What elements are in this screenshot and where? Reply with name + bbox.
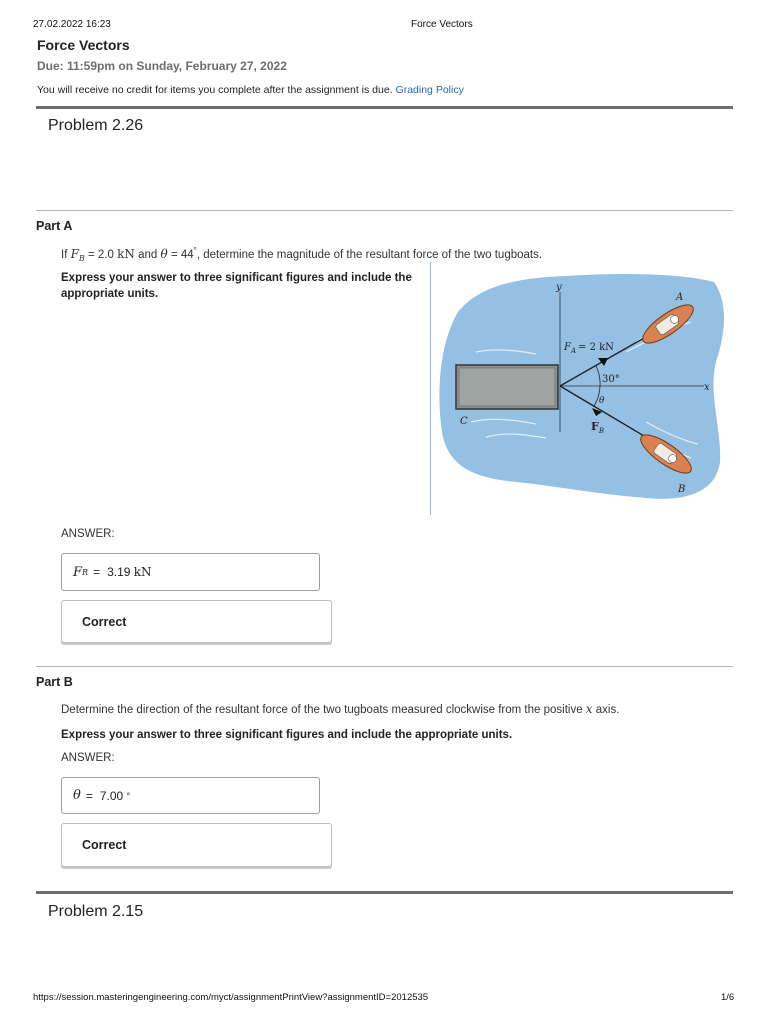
part-a-answer-label: ANSWER: [61, 528, 115, 540]
part-b-label: Part B [36, 675, 73, 689]
problem-title: Problem 2.26 [48, 117, 144, 134]
part-a-answer-value: 3.19 [107, 565, 131, 579]
assignment-title: Force Vectors [37, 37, 130, 53]
barge-label: C [460, 416, 468, 427]
part-divider [36, 210, 733, 211]
late-notice [37, 84, 464, 96]
fb-label: $F_B$ [591, 420, 604, 435]
y-axis-label: y [556, 282, 562, 293]
figure-divider [430, 262, 431, 515]
part-b-feedback: Correct [61, 823, 332, 867]
print-datetime: 27.02.2022 16:23 [33, 19, 111, 30]
part-b-answer-value: 7.00 [99, 788, 124, 803]
tugboat-figure [436, 272, 728, 502]
angle-30-label: 30° [602, 374, 620, 385]
fa-label: $F_A = 2$ kN [564, 342, 614, 355]
due-date: Due: 11:59pm on Sunday, February 27, 2022 [37, 59, 287, 73]
angle-theta-label: θ [599, 396, 605, 406]
part-a-question: If $F_B = 2.0$ kN and θ = 44°, determine the magnitude of the resultant force of the two tugboats. [61, 246, 543, 264]
late-notice-text: You will receive no credit for items you complete after the assignment is due. [37, 84, 393, 96]
part-a-instruction: Express your answer to three significant figures and include the appropriate units. [61, 272, 412, 300]
part-b-answer-label: ANSWER: [61, 752, 115, 764]
boat-a-label: A [676, 292, 684, 303]
x-axis-label: x [704, 382, 710, 393]
part-b-answer-field[interactable]: θ = 7.00 ° [61, 777, 320, 814]
part-a-answer-field[interactable]: F R = 3.19 kN [61, 553, 320, 591]
print-footer-url: https://session.masteringengineering.com/myct/assignmentPrintView?assignmentID=2012535 [33, 992, 429, 1003]
problem-title: Problem 2.15 [48, 903, 144, 920]
part-a-label: Part A [36, 219, 73, 233]
print-header-title: Force Vectors [411, 19, 473, 30]
print-page-number: 1/6 [721, 992, 735, 1003]
section-divider [36, 106, 733, 109]
part-b-instruction: Express your answer to three significant figures and include the appropriate units. [61, 729, 513, 741]
part-b-question: Determine the direction of the resultant force of the two tugboats measured clockwise from the positive x axis. [61, 702, 620, 716]
part-divider [36, 666, 733, 667]
barge-deck [459, 368, 555, 406]
part-a-feedback: Correct [61, 600, 332, 643]
boat-b-label: B [678, 484, 686, 495]
grading-policy-link[interactable]: Grading Policy [395, 84, 464, 96]
section-divider [36, 891, 733, 894]
